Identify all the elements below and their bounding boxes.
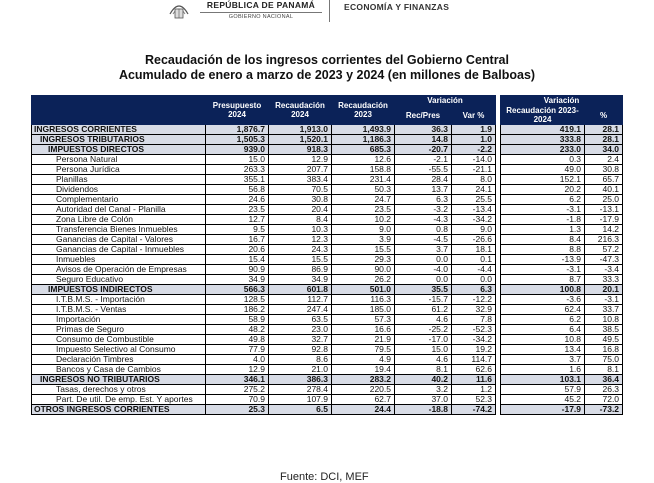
cell-value: 231.4 [332,175,395,185]
cell-value: 13.7 [395,185,452,195]
table-row [32,235,623,245]
table-row [32,315,623,325]
cell-value: 14.8 [395,135,452,145]
cell-value: -13.4 [452,205,496,215]
cell-value: 72.0 [585,395,623,405]
cell-value: 57.9 [501,385,585,395]
cell-value: 57.3 [332,315,395,325]
cell-value: 233.0 [501,145,585,155]
cell-value: -4.4 [452,265,496,275]
cell-value: 86.9 [269,265,332,275]
cell-value: -3.4 [585,265,623,275]
cell-value: 6.4 [501,325,585,335]
cell-value: 48.2 [206,325,269,335]
cell-value: -3.1 [501,205,585,215]
cell-value: 8.1 [585,365,623,375]
header-var-pct: Var % [452,106,496,125]
table-row [32,375,623,385]
cell-value: 383.4 [269,175,332,185]
row-label: INGRESOS TRIBUTARIOS [32,135,206,145]
cell-value: 32.9 [452,305,496,315]
cell-value: 114.7 [452,355,496,365]
row-label: Transferencia Bienes Inmuebles [32,225,206,235]
cell-value: 16.7 [206,235,269,245]
cell-value: 33.3 [585,275,623,285]
cell-value: 92.8 [269,345,332,355]
cell-value: 12.9 [269,155,332,165]
cell-value: 23.0 [269,325,332,335]
row-label: Planillas [32,175,206,185]
row-label: INGRESOS NO TRIBUTARIOS [32,375,206,385]
cell-value: 0.0 [452,275,496,285]
cell-value: 8.0 [452,175,496,185]
cell-value: 278.4 [269,385,332,395]
cell-value: 70.9 [206,395,269,405]
title-line-1: Recaudación de los ingresos corrientes del Gobierno Central [145,53,509,67]
cell-value: 58.9 [206,315,269,325]
table-row [32,265,623,275]
cell-value: 100.8 [501,285,585,295]
cell-value: 29.3 [332,255,395,265]
cell-value: 186.2 [206,305,269,315]
cell-value: 32.7 [269,335,332,345]
table-row [32,385,623,395]
cell-value: 220.5 [332,385,395,395]
cell-value: -25.2 [395,325,452,335]
row-label: Bancos y Casa de Cambios [32,365,206,375]
cell-value: -20.7 [395,145,452,155]
cell-value: 50.3 [332,185,395,195]
row-label: Persona Natural [32,155,206,165]
cell-value: 3.7 [395,245,452,255]
row-label: Inmuebles [32,255,206,265]
table-header-row-1 [32,96,623,106]
cell-value: 216.3 [585,235,623,245]
cell-value: 11.6 [452,375,496,385]
cell-value: 15.4 [206,255,269,265]
cell-value: 1,876.7 [206,125,269,135]
cell-value: 75.0 [585,355,623,365]
cell-value: -13.1 [585,205,623,215]
cell-value: 128.5 [206,295,269,305]
cell-value: 40.1 [585,185,623,195]
cell-value: 685.3 [332,145,395,155]
cell-value: 21.0 [269,365,332,375]
cell-value: 35.5 [395,285,452,295]
cell-value: 107.9 [269,395,332,405]
cell-value: 8.7 [501,275,585,285]
cell-value: 15.5 [332,245,395,255]
cell-value: 275.2 [206,385,269,395]
header-variacion: Variación [395,96,496,106]
header-rec-2023: Recaudación 2023 [332,96,395,125]
cell-value: 8.6 [269,355,332,365]
cell-value: 12.6 [332,155,395,165]
cell-value: 34.9 [206,275,269,285]
cell-value: 28.1 [585,135,623,145]
table-row [32,335,623,345]
cell-value: 8.4 [501,235,585,245]
row-label: IMPUESTOS DIRECTOS [32,145,206,155]
cell-value: -3.2 [395,205,452,215]
cell-value: 57.2 [585,245,623,255]
cell-value: 9.5 [206,225,269,235]
row-label: Autoridad del Canal - Planilla [32,205,206,215]
cell-value: -34.2 [452,335,496,345]
cell-value: 1,520.1 [269,135,332,145]
table-row [32,205,623,215]
cell-value: 566.3 [206,285,269,295]
cell-value: -4.3 [395,215,452,225]
cell-value: 62.7 [332,395,395,405]
cell-value: -3.1 [501,265,585,275]
cell-value: 90.0 [332,265,395,275]
row-label: Avisos de Operación de Empresas [32,265,206,275]
cell-value: 6.2 [501,195,585,205]
cell-value: 33.7 [585,305,623,315]
row-label: INGRESOS CORRIENTES [32,125,206,135]
cell-value: 0.0 [395,255,452,265]
row-label: Impuesto Selectivo al Consumo [32,345,206,355]
header-concept [32,96,206,125]
cell-value: -21.1 [452,165,496,175]
cell-value: 28.4 [395,175,452,185]
cell-value: 77.9 [206,345,269,355]
cell-value: -17.9 [585,215,623,225]
cell-value: 116.3 [332,295,395,305]
cell-value: 24.7 [332,195,395,205]
row-label: Part. De util. De emp. Est. Y aportes [32,395,206,405]
cell-value: 419.1 [501,125,585,135]
cell-value: 28.1 [585,125,623,135]
cell-value: 152.1 [501,175,585,185]
cell-value: 0.3 [501,155,585,165]
cell-value: -4.0 [395,265,452,275]
cell-value: 10.8 [585,315,623,325]
row-label: I.T.B.M.S. - Ventas [32,305,206,315]
cell-value: -14.0 [452,155,496,165]
cell-value: 103.1 [501,375,585,385]
table-row [32,255,623,265]
cell-value: 20.6 [206,245,269,255]
cell-value: -17.9 [501,405,585,415]
cell-value: 333.8 [501,135,585,145]
cell-value: 2.4 [585,155,623,165]
cell-value: -12.2 [452,295,496,305]
cell-value: 49.5 [585,335,623,345]
cell-value: 6.3 [452,285,496,295]
cell-value: 38.5 [585,325,623,335]
cell-value: 26.2 [332,275,395,285]
cell-value: 62.4 [501,305,585,315]
cell-value: -1.8 [501,215,585,225]
row-label: Complementario [32,195,206,205]
cell-value: 30.8 [269,195,332,205]
cell-value: 1,913.0 [269,125,332,135]
cell-value: 7.8 [452,315,496,325]
cell-value: 1.9 [452,125,496,135]
table-row [32,395,623,405]
cell-value: 4.6 [395,315,452,325]
cell-value: -3.1 [585,295,623,305]
row-label: Zona Libre de Colón [32,215,206,225]
cell-value: 8.8 [501,245,585,255]
row-label: Dividendos [32,185,206,195]
cell-value: 23.5 [206,205,269,215]
cell-value: 24.1 [452,185,496,195]
header-variacion-2: Variación [501,96,623,106]
cell-value: 207.7 [269,165,332,175]
cell-value: 501.0 [332,285,395,295]
cell-value: 10.8 [501,335,585,345]
cell-value: 3.7 [501,355,585,365]
table-row [32,355,623,365]
gov-subtitle: GOBIERNO NACIONAL [200,12,322,20]
row-label: Tasas, derechos y otros [32,385,206,395]
cell-value: -73.2 [585,405,623,415]
cell-value: -55.5 [395,165,452,175]
cell-value: 1.0 [452,135,496,145]
table-row [32,215,623,225]
cell-value: 12.7 [206,215,269,225]
cell-value: 16.6 [332,325,395,335]
cell-value: 20.4 [269,205,332,215]
cell-value: 36.4 [585,375,623,385]
table-row [32,145,623,155]
cell-value: 1.6 [501,365,585,375]
table-row [32,225,623,235]
cell-value: 61.2 [395,305,452,315]
table-row [32,175,623,185]
row-label: IMPUESTOS INDIRECTOS [32,285,206,295]
cell-value: 601.8 [269,285,332,295]
cell-value: 0.8 [395,225,452,235]
cell-value: 3.2 [395,385,452,395]
cell-value: 16.8 [585,345,623,355]
table-row [32,125,623,135]
cell-value: 79.5 [332,345,395,355]
table-row [32,285,623,295]
cell-value: 10.3 [269,225,332,235]
header-presupuesto: Presupuesto 2024 [206,96,269,125]
cell-value: 18.1 [452,245,496,255]
cell-value: 24.6 [206,195,269,205]
coat-of-arms-icon [164,0,194,22]
cell-value: -74.2 [452,405,496,415]
cell-value: 13.4 [501,345,585,355]
cell-value: -4.5 [395,235,452,245]
cell-value: 8.4 [269,215,332,225]
table-row [32,195,623,205]
cell-value: 24.4 [332,405,395,415]
cell-value: -13.9 [501,255,585,265]
row-label: I.T.B.M.S. - Importación [32,295,206,305]
title-line-2: Acumulado de enero a marzo de 2023 y 2024 (en millones de Balboas) [118,68,536,82]
cell-value: 90.9 [206,265,269,275]
cell-value: 19.4 [332,365,395,375]
cell-value: 112.7 [269,295,332,305]
cell-value: 1,505.3 [206,135,269,145]
cell-value: 14.2 [585,225,623,235]
header-rec-diff: Recaudación 2023-2024 [501,106,585,125]
row-label: Primas de Seguro [32,325,206,335]
cell-value: 20.1 [585,285,623,295]
cell-value: 0.0 [395,275,452,285]
cell-value: 4.6 [395,355,452,365]
table-row [32,295,623,305]
table-row [32,305,623,315]
table-row [32,365,623,375]
table-body [32,125,623,415]
cell-value: -18.8 [395,405,452,415]
cell-value: 49.8 [206,335,269,345]
cell-value: 15.0 [206,155,269,165]
cell-value: 6.2 [501,315,585,325]
cell-value: 1,186.3 [332,135,395,145]
cell-value: 36.3 [395,125,452,135]
cell-value: -3.6 [501,295,585,305]
table-row [32,275,623,285]
table-row [32,155,623,165]
source-note: Fuente: DCI, MEF [280,471,369,483]
cell-value: -2.1 [395,155,452,165]
cell-value: 23.5 [332,205,395,215]
cell-value: 34.0 [585,145,623,155]
cell-value: -34.2 [452,215,496,225]
cell-value: 3.9 [332,235,395,245]
cell-value: 918.3 [269,145,332,155]
header-divider [329,0,330,22]
cell-value: 263.3 [206,165,269,175]
cell-value: 26.3 [585,385,623,395]
table-row [32,185,623,195]
cell-value: -26.6 [452,235,496,245]
cell-value: 1.2 [452,385,496,395]
cell-value: -2.2 [452,145,496,155]
row-label: Persona Jurídica [32,165,206,175]
cell-value: 0.1 [452,255,496,265]
row-label: Seguro Educativo [32,275,206,285]
cell-value: 247.4 [269,305,332,315]
row-label: OTROS INGRESOS CORRIENTES [32,405,206,415]
cell-value: 25.0 [585,195,623,205]
revenue-table [31,95,623,415]
table-row [32,245,623,255]
gov-title: REPÚBLICA DE PANAMÁ [206,0,316,10]
cell-value: 4.0 [206,355,269,365]
cell-value: 56.8 [206,185,269,195]
cell-value: 8.1 [395,365,452,375]
cell-value: 10.2 [332,215,395,225]
table-row [32,345,623,355]
row-label: Consumo de Combustible [32,335,206,345]
cell-value: 25.5 [452,195,496,205]
header-rec-2024: Recaudación 2024 [269,96,332,125]
government-header [0,0,654,24]
cell-value: 63.5 [269,315,332,325]
cell-value: 939.0 [206,145,269,155]
row-label: Declaración Timbres [32,355,206,365]
cell-value: 346.1 [206,375,269,385]
table-row [32,325,623,335]
cell-value: 1.3 [501,225,585,235]
cell-value: -15.7 [395,295,452,305]
cell-value: 37.0 [395,395,452,405]
cell-value: 6.3 [395,195,452,205]
cell-value: 65.7 [585,175,623,185]
cell-value: 158.8 [332,165,395,175]
cell-value: 21.9 [332,335,395,345]
cell-value: 49.0 [501,165,585,175]
cell-value: 9.0 [332,225,395,235]
cell-value: 4.9 [332,355,395,365]
cell-value: 70.5 [269,185,332,195]
cell-value: 185.0 [332,305,395,315]
cell-value: 62.6 [452,365,496,375]
cell-value: 355.1 [206,175,269,185]
cell-value: 6.5 [269,405,332,415]
cell-value: 15.0 [395,345,452,355]
cell-value: 24.3 [269,245,332,255]
row-label: Ganancias de Capital - Valores [32,235,206,245]
cell-value: -52.3 [452,325,496,335]
table-row [32,165,623,175]
cell-value: 386.3 [269,375,332,385]
cell-value: 20.2 [501,185,585,195]
cell-value: 283.2 [332,375,395,385]
cell-value: 34.9 [269,275,332,285]
cell-value: 52.3 [452,395,496,405]
header-pct: % [585,106,623,125]
table-row [32,405,623,415]
report-title [0,53,654,83]
cell-value: 30.8 [585,165,623,175]
row-label: Ganancias de Capital - Inmuebles [32,245,206,255]
header-rec-pres: Rec/Pres [395,106,452,125]
cell-value: -47.3 [585,255,623,265]
cell-value: 1,493.9 [332,125,395,135]
cell-value: 12.9 [206,365,269,375]
cell-value: -17.0 [395,335,452,345]
cell-value: 40.2 [395,375,452,385]
table-row [32,135,623,145]
government-name [200,0,322,20]
cell-value: 45.2 [501,395,585,405]
cell-value: 19.2 [452,345,496,355]
cell-value: 15.5 [269,255,332,265]
cell-value: 12.3 [269,235,332,245]
row-label: Importación [32,315,206,325]
cell-value: 25.3 [206,405,269,415]
cell-value: 9.0 [452,225,496,235]
ministry-name: ECONOMÍA Y FINANZAS [344,2,450,12]
